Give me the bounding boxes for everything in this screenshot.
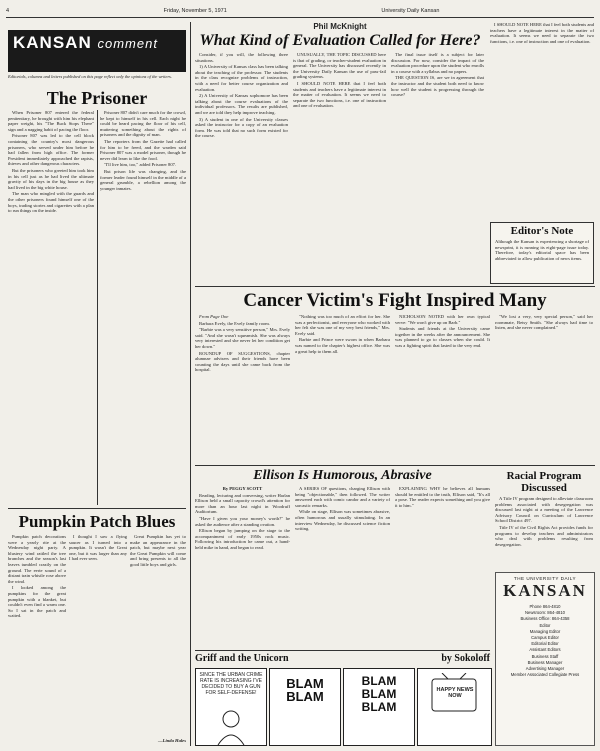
panel-1-caption: SINCE THE URBAN CRIME RATE IS INCREASING I'VE DECIDED TO BUY A GUN FOR SELF-DEFENSE!	[199, 672, 263, 696]
cartoon-panel-2	[269, 668, 341, 746]
section-rule	[195, 286, 595, 287]
ellison-para: "Have I given you your money's worth?" he asked the audience after a standing ovation.	[195, 515, 290, 527]
ellison-para: EXPLAINING WHY he believes all humans should be entitled to the truth, Ellison said, "It's all a pose. The reader expects something and you give it to him."	[395, 486, 490, 508]
cancer-para: "We lost a very, very special person," said her roommate, Betsy Smith. "She always had time to listen, and she never complained."	[495, 314, 593, 331]
prisoner-para: Prisoner 807 didn't care much for the crowd, he kept to himself in his cell. Each night he could be heard pacing the floor of his cell, muttering something about the rights of prisoners and the dignity of man.	[100, 110, 186, 138]
prisoner-headline: The Prisoner	[46, 88, 148, 108]
ellison-para: Reading, lecturing and conversing, writer Harlan Ellison held a small capacity crowd's attention for more than an hour last night in Woodruff Auditorium.	[195, 492, 290, 515]
pumpkin-para: I looked among the pumpkins for the great pumpkin with a blanket, but couldn't even find a warm one. So I sat in the patch and waited.	[8, 585, 66, 619]
cancer-column-2	[295, 314, 390, 462]
masthead-line: Member Associated Collegiate Press	[510, 672, 580, 678]
mcknight-para: 3) A student in one of the University classes asked the instructor for a copy of an evaluation form. He was told that no such form existed for the course.	[195, 116, 288, 139]
prisoner-para: But prison life was changing, and the former leader found himself in the middle of a general grumble, a rebellion among the younger inmates.	[100, 168, 186, 191]
prisoner-para: "I'll live him, too," added Prisoner 807.	[104, 162, 177, 168]
pumpkin-author: —Linda Hales	[158, 738, 186, 743]
mcknight-para: The final issue itself is a subject for later discussion. For now, consider the impact of the evaluation procedure upon the student who enrolls in a course with a syllabus and no papers.	[391, 52, 484, 74]
ellison-byline: By PEGGY SCOTT	[222, 486, 263, 491]
ellison-para: A SERIES OF questions, charging Ellison with being "objectionable," then followed. The writer answered each with comic candor and a variety of sarcastic remarks.	[295, 486, 390, 508]
masthead-lines	[496, 604, 594, 678]
masthead-line: Campus Editor	[531, 635, 559, 641]
paper-name: University Daily Kansan	[381, 8, 440, 14]
racial-para: Title IV of the Civil Rights Act provides funds for programs to develop teachers and administrators who deal with problems resulting from desegregation.	[495, 524, 593, 547]
ellison-column-3	[395, 486, 490, 648]
prisoner-para: When Prisoner 807 entered the federal penitentiary, he brought with him his elephant paper weight, his "The Buck Stops There" sign and a nagging habit of pacing the floor.	[8, 110, 94, 132]
vertical-divider	[190, 22, 191, 746]
section-rule	[195, 650, 490, 651]
mcknight-para: I SHOULD NOTE HERE that I feel both students and teachers have a legitimate interest in the matter of evaluation. It seems we need to separate the two functions, i.e. one of instruction and one of evaluation.	[490, 22, 594, 44]
masthead-line: Newsroom: 864-4810	[524, 610, 566, 616]
pumpkin-headline: Pumpkin Patch Blues	[18, 512, 176, 531]
racial-para: A Title IV program designed to alleviate classroom problems associated with desegregation was discussed last night at a meeting of the Lawrence Advisory Council on Curriculum of Lawrence School District 497.	[495, 496, 593, 524]
mcknight-column-2	[293, 52, 386, 282]
cancer-para: Students and friends at the University came together in the weeks after the announcement. She was planned to go to classes when she could. It was a fighting spirit that lasted to the very end.	[395, 326, 490, 348]
cancer-para: "Nothing was too much of an effort for her. She was a perfectionist, and everyone who worked with her felt she was one of my very best friends," Mrs. Evely said.	[295, 314, 390, 336]
section-rule	[195, 465, 595, 466]
cancer-column-1	[195, 314, 290, 462]
cartoon-title: Griff and the Unicorn	[195, 653, 289, 664]
masthead-line: Phone 864-4810	[529, 604, 561, 609]
cartoon-author: by Sokoloff	[441, 653, 490, 664]
banner-logo-main: KANSAN	[13, 33, 92, 52]
mcknight-column-3	[391, 52, 484, 282]
mcknight-para: 1) A University of Kansas class has been talking about the teaching of the professor. The students in the class recognize problems of instruction, with a need for better course organization and evaluation.	[195, 64, 288, 92]
prisoner-para: Prisoner 807 was led to the cell block containing the country's most dangerous prisoners, who served under him before he had fallen from high office. The former President immediately approached the rapists, thieves and other dangerous characters.	[8, 133, 94, 167]
masthead-line: Business Staff	[531, 653, 559, 659]
editors-note-body: Although the Kansan is experiencing a shortage of newsprint, it is running its eight-page issue today. Therefore, today's editorial space has been abbreviated to allow publication of news items.	[495, 239, 589, 261]
cancer-para: From Page One	[199, 314, 229, 319]
pumpkin-column-1	[8, 534, 66, 740]
pumpkin-column-2	[69, 534, 127, 740]
mcknight-para: 2) A University of Kansas sophomore has been talking about the course evaluations of the individual professors. The results are published, and we are told they help improve teaching.	[195, 93, 288, 115]
cartoon-panel-3	[343, 668, 415, 746]
banner-logo-sub: comment	[97, 36, 158, 51]
mcknight-para: I SHOULD NOTE HERE that I feel both students and teachers have a legitimate interest in the matter of evaluation. It seems we need to separate the two functions, i.e. one of instruction and one of evaluation.	[293, 80, 386, 109]
prisoner-para: The man who mingled with the guards and the other prisoners found himself one of the boys, trading stories and cigarettes with a plan to run things on the inside.	[8, 191, 94, 214]
mcknight-column-1	[195, 52, 288, 282]
masthead-line: Editorial Editor	[531, 641, 559, 647]
kansan-masthead	[495, 572, 595, 746]
cancer-para: NICHOLSON NOTED with her own typical verve: "We won't give up on Barb."	[395, 314, 490, 325]
griff-figure-icon	[196, 705, 266, 745]
page-number: 4	[6, 8, 10, 14]
ellison-para: Ellison began by jumping on the stage to the accompaniment of early 1950s rock music. Following his introduction he came out, a hand-held mike in hand, and began to read.	[195, 528, 290, 550]
masthead-label: THE UNIVERSITY DAILY	[513, 576, 577, 581]
pumpkin-para: Great Pumpkin has yet to make an appearance in the patch, but maybe next year the Great Pumpkin will come and bring presents to all the good little boys and girls.	[130, 534, 186, 567]
panel-3-sfx: BLAM BLAM BLAM	[361, 674, 397, 714]
editors-note-title: Editor's Note	[510, 225, 574, 237]
column-rule	[97, 110, 98, 505]
cartoon-header	[195, 653, 490, 665]
cartoon-panel-4	[417, 668, 492, 746]
header-rule	[6, 17, 594, 18]
section-rule	[8, 508, 186, 509]
masthead-name: KANSAN	[503, 581, 587, 600]
racial-headline: Racial Program Discussed	[506, 470, 582, 494]
cancer-headline: Cancer Victim's Fight Inspired Many	[243, 290, 547, 311]
masthead-line: Managing Editor	[529, 628, 561, 634]
kansan-comment-banner	[8, 30, 186, 72]
mcknight-byline: Phil McKnight	[313, 22, 367, 31]
cartoon-panel-1	[195, 668, 267, 746]
ellison-column-1	[195, 486, 290, 648]
cancer-para: Barbara Evely, the Evely family room.	[199, 320, 271, 326]
racial-column	[495, 496, 593, 568]
masthead-line: Business Office: 864-4358	[520, 616, 570, 622]
ellison-column-2	[295, 486, 390, 648]
masthead-line: Advertising Manager	[525, 666, 565, 672]
prisoner-para: The reporters from the Gazette had called for him to be freed, and the warden said Prisoner 807 was a model prisoner, though he never did learn to like the food.	[100, 138, 186, 161]
issue-date: Friday, November 5, 1971	[163, 8, 227, 14]
mcknight-para: Consider, if you will, the following three situations.	[195, 52, 288, 63]
prisoner-column-1	[8, 110, 94, 505]
mcknight-headline: What Kind of Evaluation Called for Here?	[199, 32, 481, 49]
mcknight-column-4	[490, 22, 594, 220]
masthead-line: Business Manager	[527, 659, 563, 665]
mcknight-para: THE QUESTION IS, are we in agreement that the instructor and the student both need to know how well the student is progressing through the course?	[391, 75, 484, 98]
ellison-para: While on stage, Ellison was sometimes abrasive, often humorous and usually stimulating. In an interview Wednesday, he discussed science fiction writing.	[295, 509, 390, 532]
cancer-para: "Barbie was a very sensitive person," Mrs. Evely said. "And she wasn't squeamish. She was always very interested and she never let her condition get her down."	[195, 327, 290, 349]
pumpkin-para: I thought I saw a flying saucer as I turned into a pumpkin. It wasn't the Great one, but it was larger than any I had ever seen.	[69, 534, 127, 562]
prisoner-column-2	[100, 110, 186, 505]
prisoner-para: But the prisoners who greeted him took him in his cell just as he had lived the ultimate gravity of his days in the big house as they had lived in the big white house.	[8, 167, 94, 190]
running-header	[6, 6, 594, 16]
masthead-line: Assistant Editors	[529, 647, 561, 653]
pumpkin-column-3	[130, 534, 186, 734]
cancer-column-3	[395, 314, 490, 462]
ellison-headline: Ellison Is Humorous, Abrasive	[253, 468, 432, 483]
cancer-para: ROUNDUP OF SUGGESTIONS, chapter alumnae advisers and their friends have been counting the days until she came back from the hospital.	[195, 350, 290, 373]
mcknight-para: UNUSUALLY, THE TOPIC DISCUSSED here is that of grading, or teacher-student evaluation in general. The University has discussed recently in the University Daily Kansan the use of pass-fail grading systems.	[293, 52, 386, 80]
editors-note-box	[490, 222, 594, 284]
cancer-para: Barbie and Prince were sworn in when Barbara was named to the chapter's highest office. She was a great help to them all.	[295, 337, 390, 354]
cancer-column-4	[495, 314, 593, 462]
panel-4-caption: HAPPY NEWS NOW	[436, 687, 474, 699]
masthead-line: Editor	[539, 622, 551, 628]
banner-logo	[8, 30, 186, 53]
banner-note: Editorials, columns and letters published on this page reflect only the opinions of the writers.	[8, 74, 172, 79]
pumpkin-para: Pumpkin patch decorations were a yearly rite at the Wednesday night party. A blustery wind rattled the tree branches and the season's last leaves tumbled crazily on the ground. The eerie sound of a distant train whistle rose above the wind.	[8, 534, 66, 584]
panel-2-sfx: BLAM BLAM	[286, 676, 324, 704]
